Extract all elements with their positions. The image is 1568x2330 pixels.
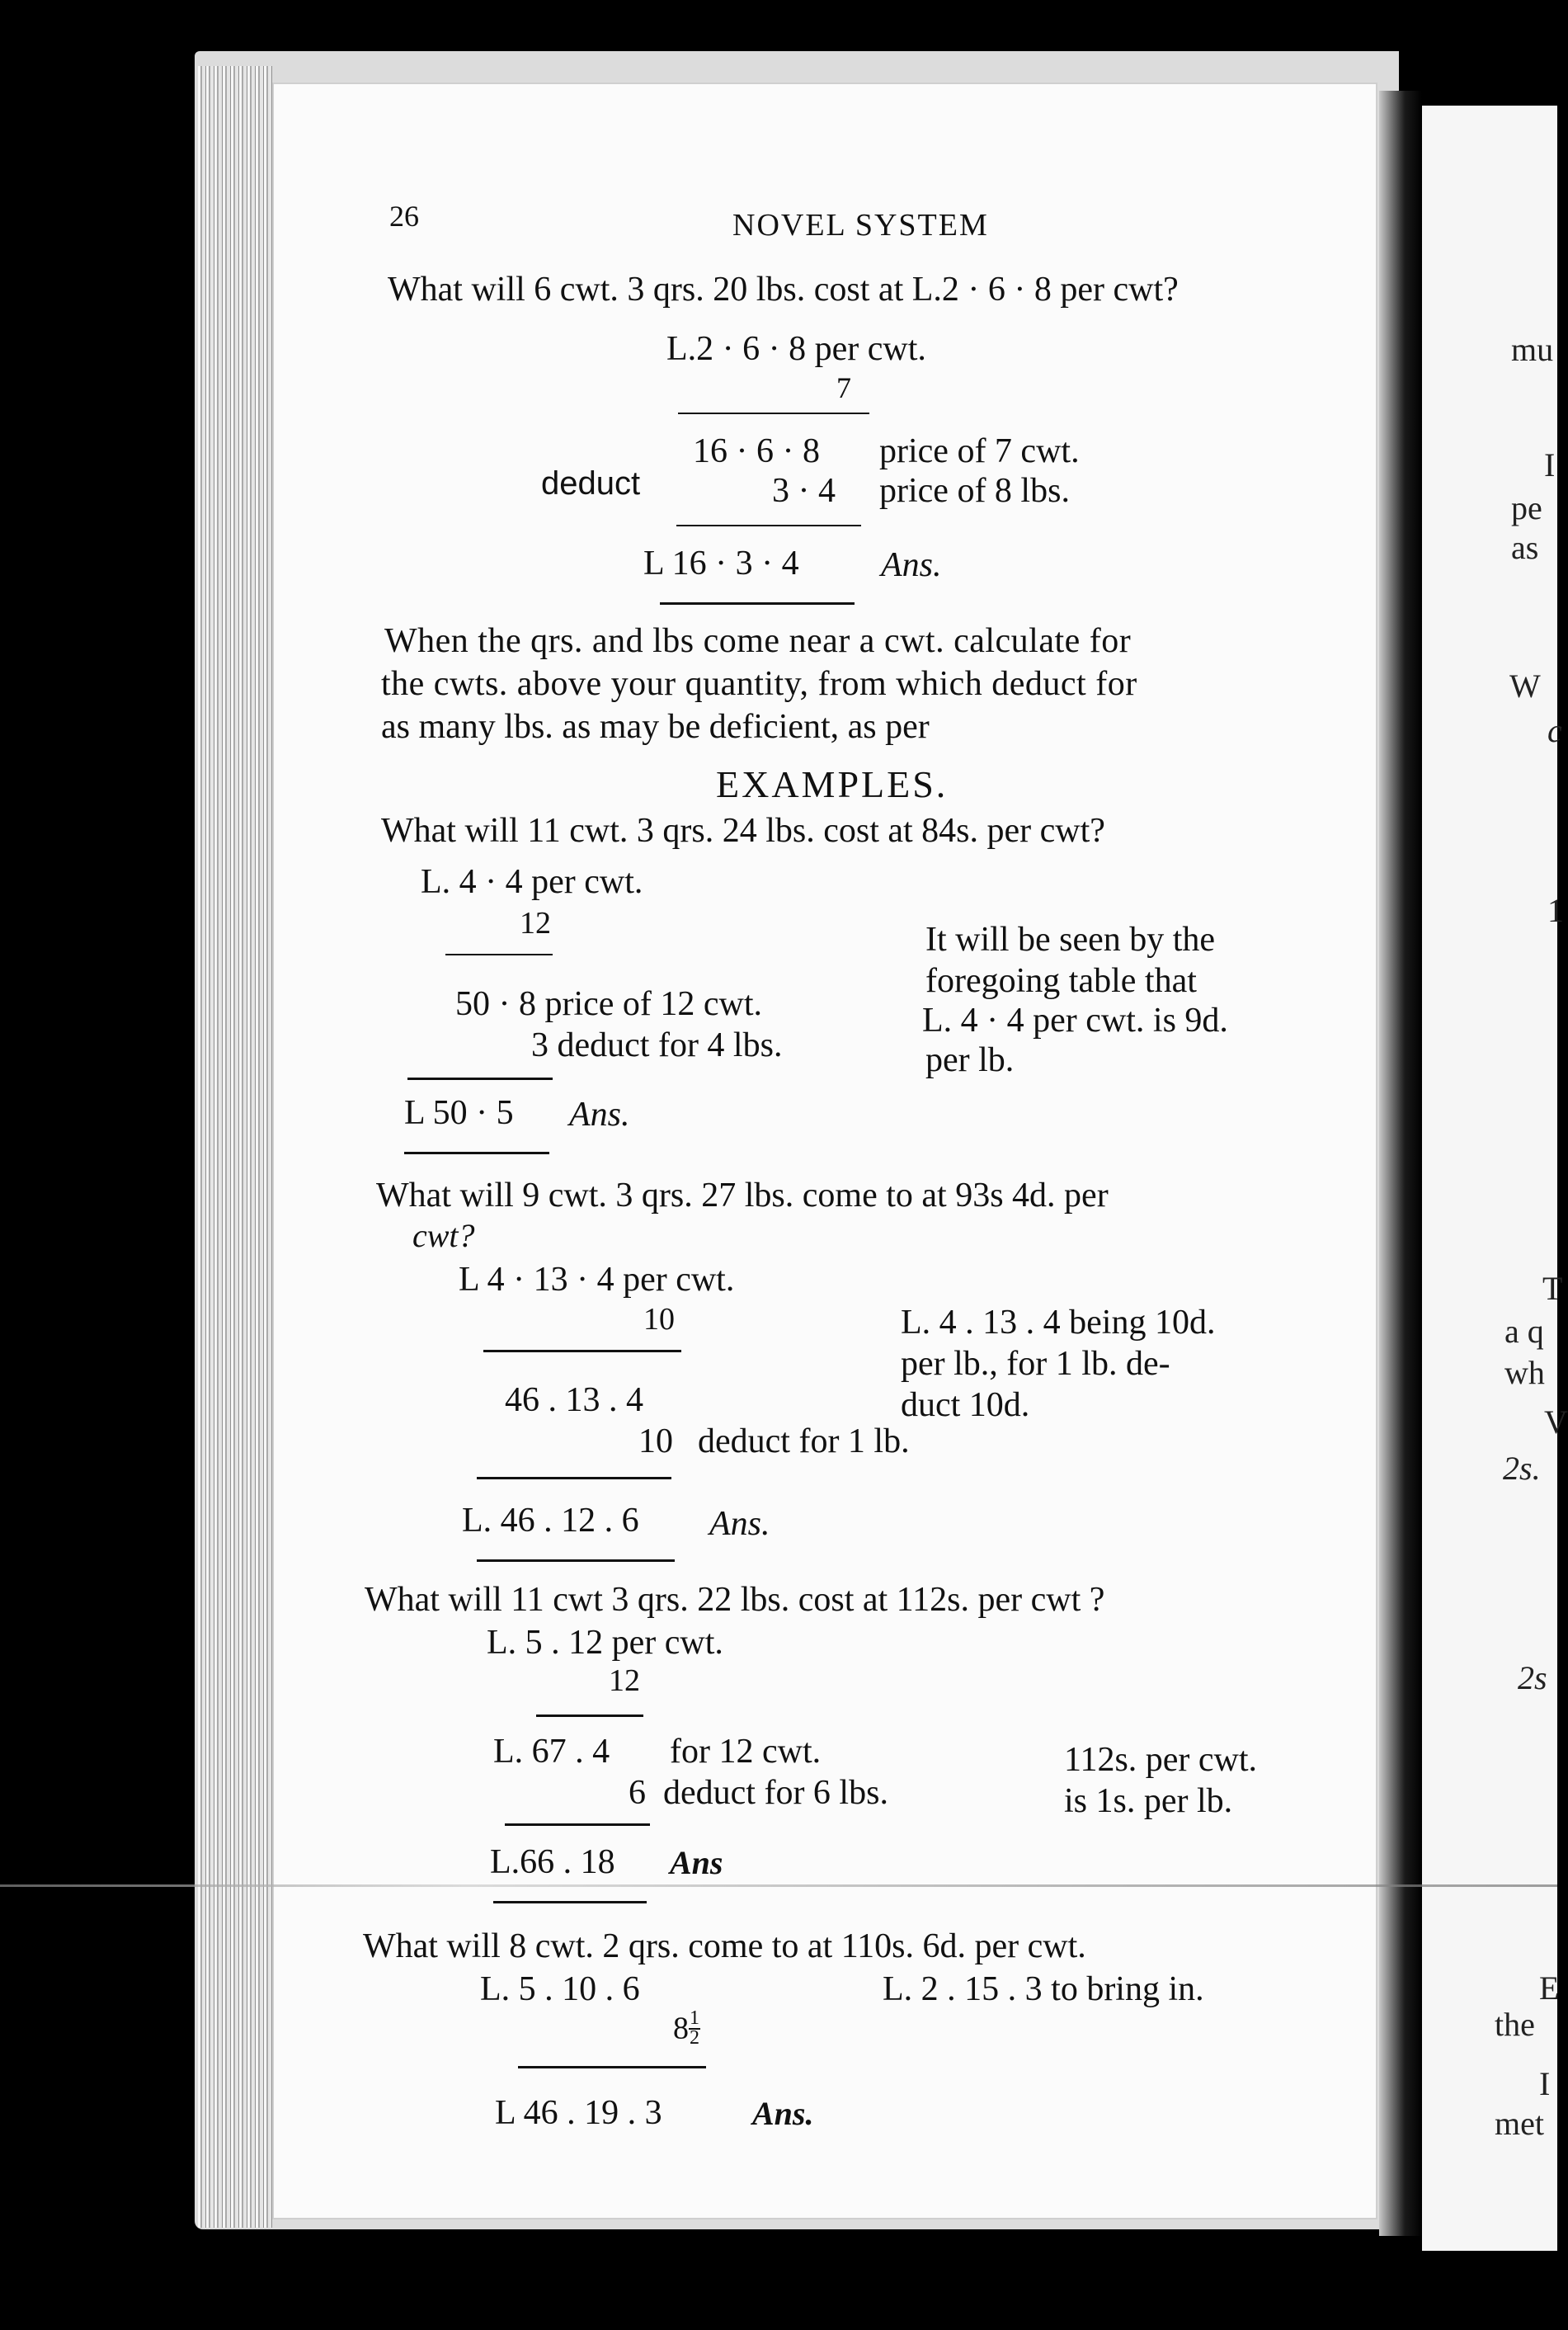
facing-fragment: wh	[1504, 1354, 1545, 1391]
example-2-question: What will 11 cwt. 3 qrs. 24 lbs. cost at 84s. per cwt?	[381, 812, 1105, 850]
example-4-row1-note: for 12 cwt.	[670, 1733, 822, 1771]
example-2-note-line-1: It will be seen by the	[925, 921, 1216, 959]
example-2-row1: 50 · 8 price of 12 cwt.	[455, 985, 763, 1023]
example-1-unit-price: L.2 · 6 · 8 per cwt.	[666, 330, 926, 368]
rule	[477, 1559, 675, 1562]
rule	[505, 1823, 650, 1826]
example-3-row1: 46 . 13 . 4	[505, 1381, 643, 1419]
example-5-unit-price: L. 5 . 10 . 6	[480, 1970, 640, 2008]
example-2-row2: 3 deduct for 4 lbs.	[531, 1026, 783, 1064]
example-1-answer-suffix: Ans.	[881, 546, 942, 584]
example-4-row2-note: deduct for 6 lbs.	[663, 1774, 888, 1812]
rule	[536, 1714, 643, 1717]
example-4-answer-suffix: Ans	[670, 1844, 723, 1881]
example-1-row2-amount: 3 · 4	[772, 472, 836, 510]
rule	[404, 1152, 549, 1154]
half-fraction: $\frac{1}{2}$	[690, 2007, 699, 2049]
example-3-unit-price: L 4 · 13 · 4 per cwt.	[459, 1261, 735, 1299]
example-3-note-line-3: duct 10d.	[901, 1386, 1030, 1424]
example-4-row2-amount: 6	[629, 1774, 646, 1812]
facing-fragment: V	[1544, 1403, 1568, 1441]
example-2-answer: L 50 · 5	[404, 1094, 514, 1132]
rule	[445, 954, 553, 955]
example-2-unit-price: L. 4 · 4 per cwt.	[421, 863, 643, 901]
facing-fragment: as	[1511, 529, 1539, 566]
example-3-row2-note: deduct for 1 lb.	[698, 1422, 910, 1460]
rule	[407, 1078, 553, 1080]
example-3-question-line-1: What will 9 cwt. 3 qrs. 27 lbs. come to at 93s 4d. per	[376, 1177, 1109, 1215]
deduct-label: deduct	[541, 465, 641, 502]
example-3-answer: L. 46 . 12 . 6	[462, 1502, 639, 1540]
example-4-unit-price: L. 5 . 12 per cwt.	[487, 1624, 723, 1662]
facing-fragment: 2s	[1518, 1659, 1547, 1696]
example-3-question-line-2: cwt?	[412, 1217, 475, 1254]
facing-fragment: a q	[1504, 1313, 1544, 1350]
example-2-note-line-2: foregoing table that	[925, 962, 1197, 1000]
example-2-note-line-3: L. 4 · 4 per cwt. is 9d.	[922, 1002, 1228, 1040]
example-1-row1-note: price of 7 cwt.	[879, 432, 1080, 470]
rule	[518, 2066, 706, 2068]
book-page	[272, 83, 1377, 2219]
example-4-row1-amount: L. 67 . 4	[493, 1733, 610, 1771]
facing-fragment: met	[1495, 2105, 1544, 2142]
example-1-answer: L 16 · 3 · 4	[643, 545, 799, 582]
rule	[660, 602, 855, 605]
example-3-note-line-2: per lb., for 1 lb. de-	[901, 1345, 1170, 1383]
example-3-multiplier: 10	[643, 1302, 675, 1337]
rule-paragraph-line-1: When the qrs. and lbs come near a cwt. calculate for	[384, 622, 1132, 660]
page-number: 26	[389, 200, 419, 233]
facing-fragment: mu	[1511, 331, 1554, 368]
example-5-multiplier	[673, 2007, 700, 2049]
example-3-answer-suffix: Ans.	[709, 1505, 770, 1543]
rule	[676, 525, 861, 526]
example-4-answer: L.66 . 18	[490, 1843, 615, 1881]
scan-artifact-line	[0, 1884, 1557, 1887]
example-2-multiplier: 12	[520, 906, 551, 941]
page-edges	[198, 66, 272, 2228]
example-3-note-line-1: L. 4 . 13 . 4 being 10d.	[901, 1304, 1216, 1342]
rule	[483, 1350, 681, 1352]
example-2-note-line-4: per lb.	[925, 1041, 1015, 1079]
facing-fragment: W	[1509, 667, 1541, 705]
example-4-note-line-1: 112s. per cwt.	[1064, 1741, 1258, 1779]
example-5-answer-suffix: Ans.	[752, 2095, 814, 2132]
facing-fragment: I	[1544, 446, 1556, 483]
example-5-question: What will 8 cwt. 2 qrs. come to at 110s. 6d. per cwt.	[363, 1927, 1086, 1965]
facing-fragment: pe	[1511, 489, 1542, 526]
example-5-note: L. 2 . 15 . 3 to bring in.	[883, 1970, 1204, 2008]
example-4-multiplier: 12	[609, 1663, 640, 1698]
example-1-row2-note: price of 8 lbs.	[879, 472, 1070, 510]
facing-fragment: E	[1539, 1969, 1560, 2007]
facing-fragment: I	[1539, 2065, 1551, 2102]
example-1-multiplier: 7	[836, 371, 851, 404]
example-3-row2-amount: 10	[638, 1422, 673, 1460]
rule	[678, 413, 869, 414]
facing-fragment: 2s.	[1503, 1450, 1541, 1487]
rule-paragraph-line-3: as many lbs. as may be deficient, as per	[381, 708, 930, 746]
example-5-multiplier-whole: 8	[673, 2011, 689, 2046]
rule	[477, 1477, 671, 1479]
facing-fragment: c	[1547, 712, 1562, 749]
example-5-answer: L 46 . 19 . 3	[495, 2094, 662, 2132]
example-1-question: What will 6 cwt. 3 qrs. 20 lbs. cost at L.2 · 6 · 8 per cwt?	[388, 271, 1179, 309]
examples-heading: EXAMPLES.	[716, 763, 949, 805]
rule-paragraph-line-2: the cwts. above your quantity, from which deduct for	[381, 665, 1137, 703]
example-4-note-line-2: is 1s. per lb.	[1064, 1782, 1233, 1820]
example-2-answer-suffix: Ans.	[569, 1096, 630, 1134]
example-4-question: What will 11 cwt 3 qrs. 22 lbs. cost at 112s. per cwt ?	[365, 1581, 1105, 1619]
example-1-row1-amount: 16 · 6 · 8	[693, 432, 820, 470]
facing-fragment: 1	[1547, 892, 1564, 929]
facing-fragment: the	[1495, 2006, 1535, 2043]
running-title: NOVEL SYSTEM	[732, 208, 989, 243]
facing-fragment: T	[1542, 1270, 1563, 1307]
book-gutter	[1379, 91, 1422, 2236]
rule	[493, 1901, 647, 1903]
facing-page	[1422, 106, 1560, 2251]
